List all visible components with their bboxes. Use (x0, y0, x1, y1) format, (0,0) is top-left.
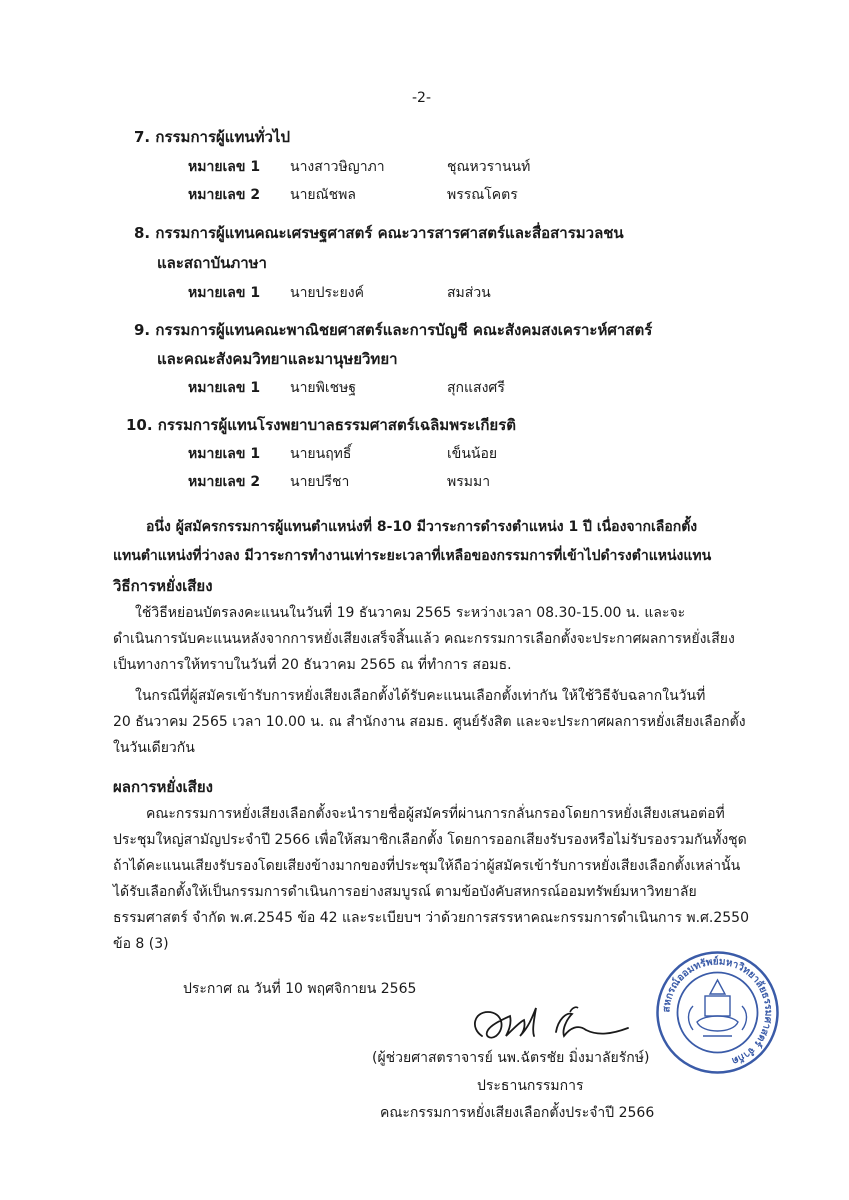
committee-9-title: 9. กรรมการผู้แทนคณะพาณิชยศาสตร์และการบัญชี คณะสังคมสงเคราะห์ศาสตร์ (134, 321, 653, 339)
page-number: -2- (412, 90, 432, 106)
cooperative-seal-icon (655, 950, 780, 1075)
results-heading: ผลการหยั่งเสียง (113, 778, 213, 796)
member-surname: พรมมา (447, 474, 491, 490)
member-surname: ชุณหวรานนท์ (447, 159, 531, 175)
signatory-name: (ผู้ช่วยศาสตราจารย์ นพ.ฉัตรชัย มิ่งมาลัยรักษ์) (372, 1050, 650, 1066)
member-label: หมายเลข 1 (188, 380, 261, 396)
paragraph-line: ถ้าได้คะแนนเสียงรับรองโดยเสียงข้างมากของที่ประชุมให้ถือว่าผู้สมัครเข้ารับการหยั่งเสียงเลือกตั้งเหล่านั้น (113, 858, 741, 874)
voting-paragraph-2 (113, 683, 783, 761)
results-paragraph (113, 801, 783, 957)
member-name: นายประยงค์ (290, 285, 364, 301)
paragraph-line: ธรรมศาสตร์ จำกัด พ.ศ.2545 ข้อ 42 และระเบียบฯ ว่าด้วยการสรรหาคณะกรรมการดำเนินการ พ.ศ.2550 (113, 910, 749, 926)
signature-image (462, 998, 632, 1048)
member-surname: สมส่วน (447, 285, 491, 301)
member-label: หมายเลข 1 (188, 159, 261, 175)
member-surname: พรรณโคตร (447, 187, 518, 203)
paragraph-line: 20 ธันวาคม 2565 เวลา 10.00 น. ณ สำนักงาน สอมธ. ศูนย์รังสิต และจะประกาศผลการหยั่งเสียงเลือกตั้ง (113, 714, 746, 730)
committee-10-title: 10. กรรมการผู้แทนโรงพยาบาลธรรมศาสตร์เฉลิมพระเกียรติ (126, 416, 516, 434)
member-name: นายปรีชา (290, 474, 350, 490)
member-name: นายณัชพล (290, 187, 356, 203)
paragraph-line: คณะกรรมการหยั่งเสียงเลือกตั้งจะนำรายชื่อผู้สมัครที่ผ่านการกลั่นกรองโดยการหยั่งเสียงเสนอต่อที่ (146, 806, 725, 822)
committee-9-title-line2: และคณะสังคมวิทยาและมานุษยวิทยา (157, 350, 398, 368)
committee-8-title-line2: และสถาบันภาษา (157, 254, 267, 272)
member-name: นายพิเชษฐ (290, 380, 357, 396)
paragraph-line: ใช้วิธีหย่อนบัตรลงคะแนนในวันที่ 19 ธันวาคม 2565 ระหว่างเวลา 08.30-15.00 น. และจะ (135, 605, 686, 621)
paragraph-line: ในวันเดียวกัน (113, 740, 195, 756)
paragraph-line: ประชุมใหญ่สามัญประจำปี 2566 เพื่อให้สมาชิกเลือกตั้ง โดยการออกเสียงรับรองหรือไม่รับรองรวมกันทั้งชุด (113, 832, 747, 848)
member-label: หมายเลข 2 (188, 187, 261, 203)
note-line: อนึ่ง ผู้สมัครกรรมการผู้แทนตำแหน่งที่ 8-10 มีวาระการดำรงตำแหน่ง 1 ปี เนื่องจากเลือกตั้ง (146, 519, 698, 535)
member-label: หมายเลข 1 (188, 446, 261, 462)
voting-paragraph-1 (113, 600, 783, 678)
paragraph-line: ได้รับเลือกตั้งให้เป็นกรรมการดำเนินการอย่างสมบูรณ์ ตามข้อบังคับสหกรณ์ออมทรัพย์มหาวิทยาลัย (113, 884, 697, 900)
member-label: หมายเลข 1 (188, 285, 261, 301)
seal-text: สหกรณ์ออมทรัพย์มหาวิทยาลัยธรรมศาสตร์ จำกัด (661, 956, 774, 1067)
member-label: หมายเลข 2 (188, 474, 261, 490)
member-surname: สุกแสงศรี (447, 380, 505, 396)
member-surname: เข็นน้อย (447, 446, 498, 462)
signatory-position: ประธานกรรมการ (477, 1078, 584, 1094)
signatory-committee: คณะกรรมการหยั่งเสียงเลือกตั้งประจำปี 2566 (380, 1105, 655, 1121)
paragraph-line: ข้อ 8 (3) (113, 936, 169, 952)
member-name: นางสาวษิญาภา (290, 159, 385, 175)
paragraph-line: เป็นทางการให้ทราบในวันที่ 20 ธันวาคม 2565 ณ ที่ทำการ สอมธ. (113, 657, 512, 673)
announcement-date: ประกาศ ณ วันที่ 10 พฤศจิกายน 2565 (183, 981, 417, 997)
paragraph-line: ดำเนินการนับคะแนนหลังจากการหยั่งเสียงเสร็จสิ้นแล้ว คณะกรรมการเลือกตั้งจะประกาศผลการหยั่งเสียง (113, 631, 735, 647)
member-name: นายนฤทธิ์ (290, 446, 352, 462)
voting-heading: วิธีการหยั่งเสียง (113, 577, 213, 595)
paragraph-line: ในกรณีที่ผู้สมัครเข้ารับการหยั่งเสียงเลือกตั้งได้รับคะแนนเลือกตั้งเท่ากัน ให้ใช้วิธีจับฉลากในวันที่ (135, 688, 706, 704)
note-line: แทนตำแหน่งที่ว่างลง มีวาระการทำงานเท่าระยะเวลาที่เหลือของกรรมการที่เข้าไปดำรงตำแหน่งแทน (113, 548, 712, 564)
committee-8-title: 8. กรรมการผู้แทนคณะเศรษฐศาสตร์ คณะวารสารศาสตร์และสื่อสารมวลชน (134, 224, 624, 242)
committee-7-title: 7. กรรมการผู้แทนทั่วไป (134, 128, 290, 146)
